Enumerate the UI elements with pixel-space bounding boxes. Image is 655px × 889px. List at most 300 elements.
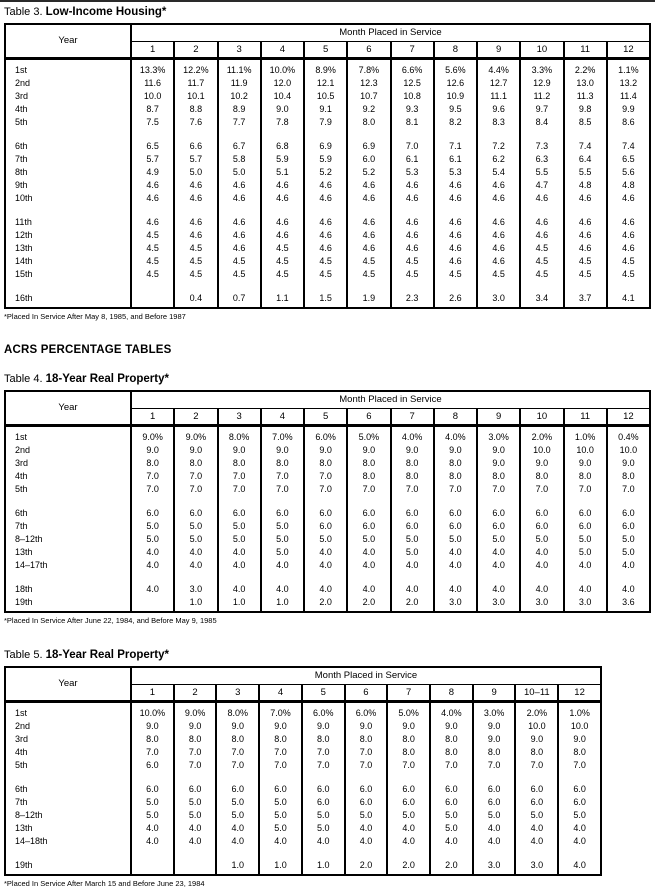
percentage-cell: 6.4 bbox=[564, 152, 607, 165]
percentage-cell: 4.0 bbox=[387, 834, 430, 847]
percentage-cell: 9.3 bbox=[391, 102, 434, 115]
percentage-cell: 6.0 bbox=[218, 503, 261, 519]
percentage-cell: 8.9 bbox=[218, 102, 261, 115]
percentage-cell: 7.0 bbox=[520, 482, 563, 495]
percentage-cell: 4.6 bbox=[434, 254, 477, 267]
percentage-cell: 12.1 bbox=[304, 76, 347, 89]
percentage-cell: 6.0 bbox=[473, 779, 516, 795]
percentage-cell: 4.6 bbox=[477, 212, 520, 228]
percentage-cell: 6.0 bbox=[473, 795, 516, 808]
percentage-cell: 4.5 bbox=[174, 241, 217, 254]
percentage-cell: 7.0 bbox=[216, 758, 259, 771]
table-row bbox=[5, 241, 650, 254]
percentage-cell: 4.5 bbox=[131, 228, 174, 241]
percentage-cell: 7.8 bbox=[261, 115, 304, 128]
year-row-label: 15th bbox=[5, 267, 131, 280]
percentage-cell: 3.0% bbox=[477, 426, 520, 444]
percentage-cell: 9.0 bbox=[520, 456, 563, 469]
percentage-cell: 4.0 bbox=[473, 821, 516, 834]
year-row-label: 4th bbox=[5, 745, 131, 758]
percentage-cell: 9.2 bbox=[347, 102, 390, 115]
percentage-cell: 4.5 bbox=[347, 254, 390, 267]
percentage-cell: 5.3 bbox=[391, 165, 434, 178]
table3-section bbox=[4, 5, 651, 322]
month-column-header: 1 bbox=[131, 42, 174, 59]
percentage-cell: 4.6 bbox=[607, 212, 650, 228]
year-column-header: Year bbox=[5, 24, 131, 59]
percentage-cell: 1.1 bbox=[261, 288, 304, 308]
percentage-cell: 5.3 bbox=[434, 165, 477, 178]
percentage-cell: 5.0 bbox=[391, 532, 434, 545]
percentage-cell: 7.0 bbox=[302, 758, 345, 771]
percentage-cell: 4.6 bbox=[434, 212, 477, 228]
percentage-cell: 7.0 bbox=[434, 482, 477, 495]
percentage-cell: 11.1 bbox=[477, 89, 520, 102]
year-row-label: 3rd bbox=[5, 456, 131, 469]
percentage-cell: 4.0 bbox=[347, 545, 390, 558]
percentage-cell: 5.0 bbox=[391, 545, 434, 558]
percentage-cell: 9.0% bbox=[131, 426, 174, 444]
table-row bbox=[5, 254, 650, 267]
year-row-label: 2nd bbox=[5, 76, 131, 89]
percentage-cell: 6.9 bbox=[304, 136, 347, 152]
percentage-cell: 4.0 bbox=[174, 545, 217, 558]
percentage-cell: 8.2 bbox=[434, 115, 477, 128]
percentage-cell: 4.0 bbox=[131, 545, 174, 558]
percentage-cell: 6.9 bbox=[347, 136, 390, 152]
percentage-cell: 5.0 bbox=[259, 808, 302, 821]
percentage-cell: 9.7 bbox=[520, 102, 563, 115]
table5-footnote: *Placed In Service After March 15 and Before June 23, 1984 bbox=[4, 879, 205, 888]
row-group-spacer bbox=[5, 204, 650, 212]
percentage-cell: 9.0 bbox=[302, 719, 345, 732]
percentage-cell: 8.8 bbox=[174, 102, 217, 115]
percentage-cell: 7.3 bbox=[520, 136, 563, 152]
month-column-header: 5 bbox=[304, 42, 347, 59]
percentage-cell: 4.5 bbox=[131, 254, 174, 267]
percentage-cell: 7.0 bbox=[391, 482, 434, 495]
month-column-header: 10 bbox=[520, 409, 563, 426]
percentage-cell: 3.6 bbox=[607, 595, 650, 612]
percentage-cell: 8.0% bbox=[216, 702, 259, 720]
percentage-cell: 4.0 bbox=[564, 579, 607, 595]
percentage-cell: 7.0 bbox=[216, 745, 259, 758]
percentage-cell: 4.0 bbox=[216, 834, 259, 847]
percentage-cell: 5.2 bbox=[347, 165, 390, 178]
percentage-cell: 6.0 bbox=[564, 503, 607, 519]
percentage-cell: 8.0 bbox=[345, 732, 388, 745]
percentage-cell: 5.0 bbox=[261, 532, 304, 545]
percentage-cell: 4.6 bbox=[477, 254, 520, 267]
month-column-header: 2 bbox=[174, 409, 217, 426]
percentage-cell: 9.0 bbox=[218, 443, 261, 456]
percentage-cell: 6.0 bbox=[391, 519, 434, 532]
percentage-cell: 4.6 bbox=[218, 228, 261, 241]
percentage-cell: 4.0 bbox=[345, 821, 388, 834]
percentage-cell: 6.5 bbox=[131, 136, 174, 152]
percentage-cell: 1.0 bbox=[259, 855, 302, 875]
percentage-cell: 7.0 bbox=[345, 758, 388, 771]
month-placed-in-service-header: Month Placed in Service bbox=[131, 24, 650, 42]
percentage-cell: 5.0 bbox=[347, 532, 390, 545]
percentage-cell: 2.0 bbox=[345, 855, 388, 875]
percentage-cell: 5.0 bbox=[218, 532, 261, 545]
table-row bbox=[5, 758, 601, 771]
percentage-cell: 7.0 bbox=[477, 482, 520, 495]
table-row bbox=[5, 191, 650, 204]
percentage-cell: 5.0 bbox=[259, 821, 302, 834]
percentage-cell: 3.4 bbox=[520, 288, 563, 308]
table-row bbox=[5, 855, 601, 875]
percentage-cell: 4.6 bbox=[347, 241, 390, 254]
percentage-cell: 4.6 bbox=[434, 241, 477, 254]
percentage-cell: 7.0 bbox=[607, 482, 650, 495]
table-row bbox=[5, 558, 650, 571]
percentage-cell: 6.0 bbox=[131, 503, 174, 519]
year-row-label: 1st bbox=[5, 59, 131, 77]
percentage-cell: 3.0 bbox=[515, 855, 558, 875]
year-row-label: 4th bbox=[5, 469, 131, 482]
percentage-cell: 6.0% bbox=[304, 426, 347, 444]
percentage-cell: 11.7 bbox=[174, 76, 217, 89]
percentage-cell: 7.7 bbox=[218, 115, 261, 128]
percentage-cell: 9.9 bbox=[607, 102, 650, 115]
table-row bbox=[5, 519, 650, 532]
percentage-cell: 6.0 bbox=[391, 503, 434, 519]
year-row-label: 8–12th bbox=[5, 532, 131, 545]
percentage-cell: 5.0 bbox=[174, 165, 217, 178]
percentage-cell: 4.6 bbox=[564, 191, 607, 204]
percentage-cell: 6.0 bbox=[558, 795, 601, 808]
percentage-cell: 4.0 bbox=[218, 558, 261, 571]
percentage-cell: 6.0 bbox=[261, 503, 304, 519]
percentage-cell: 7.0 bbox=[259, 758, 302, 771]
percentage-cell: 4.6 bbox=[607, 241, 650, 254]
percentage-cell: 8.0 bbox=[391, 469, 434, 482]
percentage-cell: 9.0 bbox=[261, 443, 304, 456]
percentage-cell: 9.0 bbox=[434, 443, 477, 456]
percentage-cell: 8.0 bbox=[558, 745, 601, 758]
percentage-cell: 6.6% bbox=[391, 59, 434, 77]
percentage-cell: 6.0 bbox=[131, 779, 174, 795]
percentage-cell: 4.8 bbox=[607, 178, 650, 191]
percentage-cell: 4.5 bbox=[434, 267, 477, 280]
percentage-cell: 5.7 bbox=[174, 152, 217, 165]
row-group-spacer bbox=[5, 571, 650, 579]
page-content bbox=[0, 5, 655, 889]
percentage-cell: 5.0% bbox=[387, 702, 430, 720]
year-row-label: 16th bbox=[5, 288, 131, 308]
year-row-label: 6th bbox=[5, 779, 131, 795]
percentage-cell: 3.7 bbox=[564, 288, 607, 308]
percentage-cell: 4.6 bbox=[391, 241, 434, 254]
month-column-header: 3 bbox=[218, 42, 261, 59]
percentage-cell: 4.6 bbox=[218, 241, 261, 254]
percentage-cell: 11.1% bbox=[218, 59, 261, 77]
percentage-cell: 7.8% bbox=[347, 59, 390, 77]
18-year-real-property-table-a bbox=[4, 390, 651, 613]
percentage-cell: 6.0 bbox=[520, 503, 563, 519]
percentage-cell: 8.0 bbox=[477, 469, 520, 482]
year-row-label: 14th bbox=[5, 254, 131, 267]
percentage-cell: 4.0 bbox=[607, 579, 650, 595]
row-group-spacer bbox=[5, 495, 650, 503]
percentage-cell: 4.6 bbox=[131, 212, 174, 228]
percentage-cell: 8.0 bbox=[430, 732, 473, 745]
percentage-cell: 8.0 bbox=[174, 456, 217, 469]
percentage-cell: 12.0 bbox=[261, 76, 304, 89]
year-row-label: 8–12th bbox=[5, 808, 131, 821]
percentage-cell: 6.0 bbox=[304, 519, 347, 532]
percentage-cell: 7.0 bbox=[261, 469, 304, 482]
percentage-cell: 4.6 bbox=[218, 191, 261, 204]
table-row bbox=[5, 503, 650, 519]
percentage-cell: 8.6 bbox=[607, 115, 650, 128]
percentage-cell: 4.0 bbox=[347, 579, 390, 595]
month-column-header: 10–11 bbox=[515, 685, 558, 702]
percentage-cell: 4.6 bbox=[131, 191, 174, 204]
percentage-cell: 4.5 bbox=[520, 254, 563, 267]
year-row-label: 6th bbox=[5, 503, 131, 519]
month-column-header: 11 bbox=[564, 42, 607, 59]
percentage-cell: 4.6 bbox=[218, 178, 261, 191]
percentage-cell: 7.0 bbox=[131, 469, 174, 482]
percentage-cell: 4.0 bbox=[434, 545, 477, 558]
percentage-cell: 9.0 bbox=[558, 732, 601, 745]
percentage-cell: 0.4% bbox=[607, 426, 650, 444]
year-row-label: 9th bbox=[5, 178, 131, 191]
percentage-cell: 0.7 bbox=[218, 288, 261, 308]
percentage-cell: 4.5 bbox=[261, 254, 304, 267]
percentage-cell: 4.5 bbox=[564, 267, 607, 280]
percentage-cell: 9.1 bbox=[304, 102, 347, 115]
percentage-cell: 7.0 bbox=[345, 745, 388, 758]
percentage-cell: 6.0 bbox=[434, 503, 477, 519]
percentage-cell bbox=[131, 595, 174, 612]
percentage-cell: 1.0% bbox=[558, 702, 601, 720]
percentage-cell: 6.0 bbox=[302, 795, 345, 808]
percentage-cell: 7.9 bbox=[304, 115, 347, 128]
percentage-cell: 5.0 bbox=[174, 532, 217, 545]
percentage-cell: 5.0 bbox=[345, 808, 388, 821]
table-row bbox=[5, 426, 650, 444]
page-top-rule bbox=[0, 0, 655, 2]
percentage-cell: 12.6 bbox=[434, 76, 477, 89]
percentage-cell: 4.6 bbox=[261, 212, 304, 228]
percentage-cell: 4.6 bbox=[564, 228, 607, 241]
year-row-label: 7th bbox=[5, 795, 131, 808]
percentage-cell: 4.0 bbox=[520, 545, 563, 558]
percentage-cell bbox=[131, 855, 174, 875]
percentage-cell: 4.0 bbox=[607, 558, 650, 571]
percentage-cell: 5.0 bbox=[131, 532, 174, 545]
percentage-cell: 0.4 bbox=[174, 288, 217, 308]
year-row-label: 5th bbox=[5, 758, 131, 771]
percentage-cell: 7.6 bbox=[174, 115, 217, 128]
year-row-label: 3rd bbox=[5, 732, 131, 745]
table-row bbox=[5, 115, 650, 128]
percentage-cell: 6.0 bbox=[477, 503, 520, 519]
percentage-cell: 11.9 bbox=[218, 76, 261, 89]
month-placed-in-service-header: Month Placed in Service bbox=[131, 391, 650, 409]
percentage-cell: 4.0 bbox=[131, 821, 174, 834]
percentage-cell: 8.0 bbox=[607, 469, 650, 482]
percentage-cell: 4.5 bbox=[304, 254, 347, 267]
percentage-cell: 9.0 bbox=[347, 443, 390, 456]
percentage-cell: 4.0 bbox=[218, 579, 261, 595]
percentage-cell: 9.5 bbox=[434, 102, 477, 115]
percentage-cell: 4.0 bbox=[515, 821, 558, 834]
percentage-cell: 4.0 bbox=[304, 545, 347, 558]
year-row-label: 4th bbox=[5, 102, 131, 115]
table-row bbox=[5, 532, 650, 545]
month-column-header: 6 bbox=[345, 685, 388, 702]
percentage-cell: 8.0 bbox=[391, 456, 434, 469]
percentage-cell: 2.6 bbox=[434, 288, 477, 308]
percentage-cell: 4.6 bbox=[304, 241, 347, 254]
month-column-header: 6 bbox=[347, 42, 390, 59]
percentage-cell: 7.0 bbox=[304, 482, 347, 495]
percentage-cell: 1.5 bbox=[304, 288, 347, 308]
percentage-cell: 8.0 bbox=[304, 456, 347, 469]
percentage-cell: 10.1 bbox=[174, 89, 217, 102]
percentage-cell: 5.0 bbox=[174, 519, 217, 532]
percentage-cell: 10.0 bbox=[558, 719, 601, 732]
percentage-cell: 6.2 bbox=[477, 152, 520, 165]
month-column-header: 11 bbox=[564, 409, 607, 426]
percentage-cell: 4.6 bbox=[477, 178, 520, 191]
percentage-cell: 9.0 bbox=[477, 443, 520, 456]
percentage-cell: 4.0 bbox=[434, 579, 477, 595]
percentage-cell: 2.0% bbox=[515, 702, 558, 720]
percentage-cell: 6.0 bbox=[345, 779, 388, 795]
month-column-header: 9 bbox=[477, 409, 520, 426]
percentage-cell: 8.0 bbox=[259, 732, 302, 745]
percentage-cell: 5.0 bbox=[174, 795, 217, 808]
month-column-header: 7 bbox=[391, 409, 434, 426]
table-row bbox=[5, 732, 601, 745]
percentage-cell: 7.0 bbox=[302, 745, 345, 758]
percentage-cell: 5.0 bbox=[564, 532, 607, 545]
percentage-cell: 9.0% bbox=[174, 702, 217, 720]
percentage-cell: 5.0 bbox=[387, 808, 430, 821]
percentage-cell: 10.4 bbox=[261, 89, 304, 102]
month-column-header: 6 bbox=[347, 409, 390, 426]
percentage-cell: 6.0 bbox=[607, 503, 650, 519]
percentage-cell: 12.2% bbox=[174, 59, 217, 77]
percentage-cell: 11.3 bbox=[564, 89, 607, 102]
table5-title bbox=[4, 648, 651, 662]
percentage-cell: 8.3 bbox=[477, 115, 520, 128]
percentage-cell: 5.2 bbox=[304, 165, 347, 178]
percentage-cell: 10.0% bbox=[261, 59, 304, 77]
percentage-cell: 5.0 bbox=[261, 545, 304, 558]
month-column-header: 12 bbox=[607, 409, 650, 426]
percentage-cell: 7.0 bbox=[473, 758, 516, 771]
percentage-cell: 6.0 bbox=[477, 519, 520, 532]
percentage-cell: 4.0 bbox=[174, 821, 217, 834]
percentage-cell: 5.7 bbox=[131, 152, 174, 165]
percentage-cell: 8.0 bbox=[261, 456, 304, 469]
month-column-header: 4 bbox=[261, 42, 304, 59]
table-row bbox=[5, 579, 650, 595]
percentage-cell: 6.0 bbox=[520, 519, 563, 532]
percentage-cell: 4.0 bbox=[430, 834, 473, 847]
percentage-cell: 7.0 bbox=[259, 745, 302, 758]
percentage-cell: 4.0% bbox=[434, 426, 477, 444]
percentage-cell: 4.5 bbox=[131, 241, 174, 254]
percentage-cell: 8.7 bbox=[131, 102, 174, 115]
percentage-cell: 10.0% bbox=[131, 702, 174, 720]
year-row-label: 11th bbox=[5, 212, 131, 228]
percentage-cell: 9.0 bbox=[391, 443, 434, 456]
percentage-cell: 7.0 bbox=[174, 469, 217, 482]
percentage-cell: 4.6 bbox=[174, 191, 217, 204]
percentage-cell: 3.0 bbox=[520, 595, 563, 612]
percentage-cell: 8.5 bbox=[564, 115, 607, 128]
percentage-cell: 6.0% bbox=[302, 702, 345, 720]
percentage-cell: 6.0% bbox=[345, 702, 388, 720]
percentage-cell: 4.0 bbox=[218, 545, 261, 558]
year-row-label: 13th bbox=[5, 821, 131, 834]
month-column-header: 4 bbox=[261, 409, 304, 426]
percentage-cell: 4.5 bbox=[131, 267, 174, 280]
percentage-cell: 4.6 bbox=[434, 228, 477, 241]
year-row-label: 5th bbox=[5, 482, 131, 495]
table-row bbox=[5, 719, 601, 732]
percentage-cell: 4.0 bbox=[131, 834, 174, 847]
percentage-cell: 9.0% bbox=[174, 426, 217, 444]
table-row bbox=[5, 178, 650, 191]
percentage-cell: 12.9 bbox=[520, 76, 563, 89]
percentage-cell: 1.9 bbox=[347, 288, 390, 308]
percentage-cell: 5.1 bbox=[261, 165, 304, 178]
percentage-cell: 6.1 bbox=[391, 152, 434, 165]
percentage-cell: 9.0 bbox=[261, 102, 304, 115]
percentage-cell: 4.9 bbox=[131, 165, 174, 178]
percentage-cell: 13.0 bbox=[564, 76, 607, 89]
percentage-cell: 4.0 bbox=[261, 579, 304, 595]
table-row bbox=[5, 795, 601, 808]
year-row-label: 13th bbox=[5, 545, 131, 558]
percentage-cell: 5.5 bbox=[564, 165, 607, 178]
percentage-cell: 1.0 bbox=[261, 595, 304, 612]
table-row bbox=[5, 288, 650, 308]
percentage-cell: 5.0 bbox=[259, 795, 302, 808]
percentage-cell: 4.5 bbox=[391, 254, 434, 267]
percentage-cell: 4.6 bbox=[261, 191, 304, 204]
percentage-cell: 6.0 bbox=[345, 795, 388, 808]
percentage-cell: 7.0 bbox=[174, 745, 217, 758]
percentage-cell: 13.2 bbox=[607, 76, 650, 89]
percentage-cell: 4.5 bbox=[477, 267, 520, 280]
row-group-spacer bbox=[5, 847, 601, 855]
year-row-label: 1st bbox=[5, 702, 131, 720]
table-row bbox=[5, 545, 650, 558]
month-column-header: 7 bbox=[391, 42, 434, 59]
percentage-cell: 9.8 bbox=[564, 102, 607, 115]
percentage-cell: 4.5 bbox=[520, 267, 563, 280]
percentage-cell: 6.0 bbox=[387, 779, 430, 795]
percentage-cell: 4.1 bbox=[607, 288, 650, 308]
table-row bbox=[5, 456, 650, 469]
percentage-cell: 4.6 bbox=[477, 191, 520, 204]
month-column-header: 2 bbox=[174, 42, 217, 59]
percentage-cell: 4.5 bbox=[391, 267, 434, 280]
percentage-cell: 5.0 bbox=[131, 795, 174, 808]
percentage-cell: 4.6 bbox=[304, 178, 347, 191]
year-row-label: 3rd bbox=[5, 89, 131, 102]
